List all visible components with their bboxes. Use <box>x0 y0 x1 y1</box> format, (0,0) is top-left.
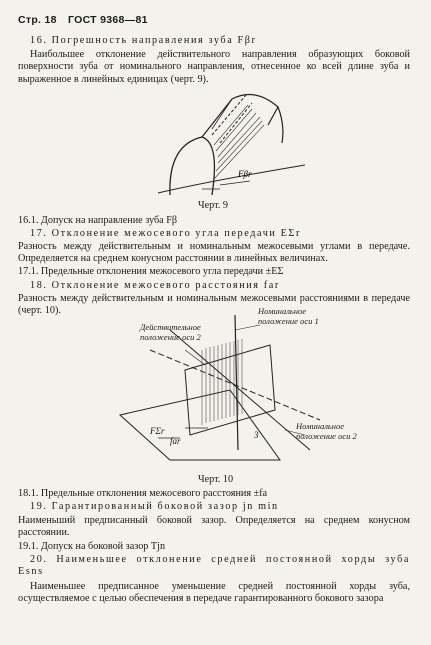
fig9-caption: Черт. 9 <box>198 200 228 211</box>
s16-1: 16.1. Допуск на направление зуба Fβ <box>18 215 178 226</box>
fig10-caption: Черт. 10 <box>198 474 234 485</box>
label-f-sigma-r: FΣr <box>150 426 165 436</box>
s18-1: 18.1. Предельные отклонения межосевого расстояния ±fa <box>18 488 268 499</box>
s20-text: Наименьшее предписанное уменьшение средней постоянной хорды зуба, осуществляемое с целью обеспечения в передаче гарантированного бокового зазора <box>18 581 410 605</box>
label-3: 3 <box>254 430 259 440</box>
s18-text: Разность между действительным и номинальным межосевыми расстояниями в передаче (черт. 10). <box>18 293 410 317</box>
s16-text: Наибольшее отклонение действительного направления образующих боковой поверхности зуба от номинального направления, отнесенное ко всей длине зуба и выраженное в линейных единицах (черт. 9). <box>18 49 410 85</box>
fig9-label: Fβr <box>238 169 252 179</box>
figure-9 <box>140 85 310 203</box>
s19-1: 19.1. Допуск на боковой зазор Tjn <box>18 541 166 552</box>
label-nominal-axis2: Номинальное положение оси 2 <box>296 421 357 441</box>
standard-code: ГОСТ 9368—81 <box>67 14 148 26</box>
label-nominal-axis1: Номинальное положение оси 1 <box>258 306 319 326</box>
s17-1: 17.1. Предельные отклонения межосевого угла передачи ±EΣ <box>18 266 284 277</box>
s20-title: 20. Наименьшее отклонение средней постоянной хорды зуба Esns <box>18 554 410 578</box>
s16-title: 16. Погрешность направления зуба Fβr <box>30 35 257 46</box>
label-actual-axis2: Действительное положение оси 2 <box>140 322 201 342</box>
s17-title: 17. Отклонение межосевого угла передачи EΣr <box>30 228 301 239</box>
label-f-ar: far <box>170 436 181 446</box>
s19-text: Наименьший предписанный боковой зазор. Определяется на среднем конусном расстоянии. <box>18 515 410 539</box>
page-header <box>18 14 156 26</box>
s17-text: Разность между действительным и номинальным межосевыми углами в передаче. Определяется на среднем конусном расстоянии в линейных величинах. <box>18 241 410 265</box>
s18-title: 18. Отклонение межосевого расстояния far <box>30 280 280 291</box>
page-number: Стр. 18 <box>18 14 57 26</box>
s19-title: 19. Гарантированный боковой зазор jn min <box>30 501 279 512</box>
